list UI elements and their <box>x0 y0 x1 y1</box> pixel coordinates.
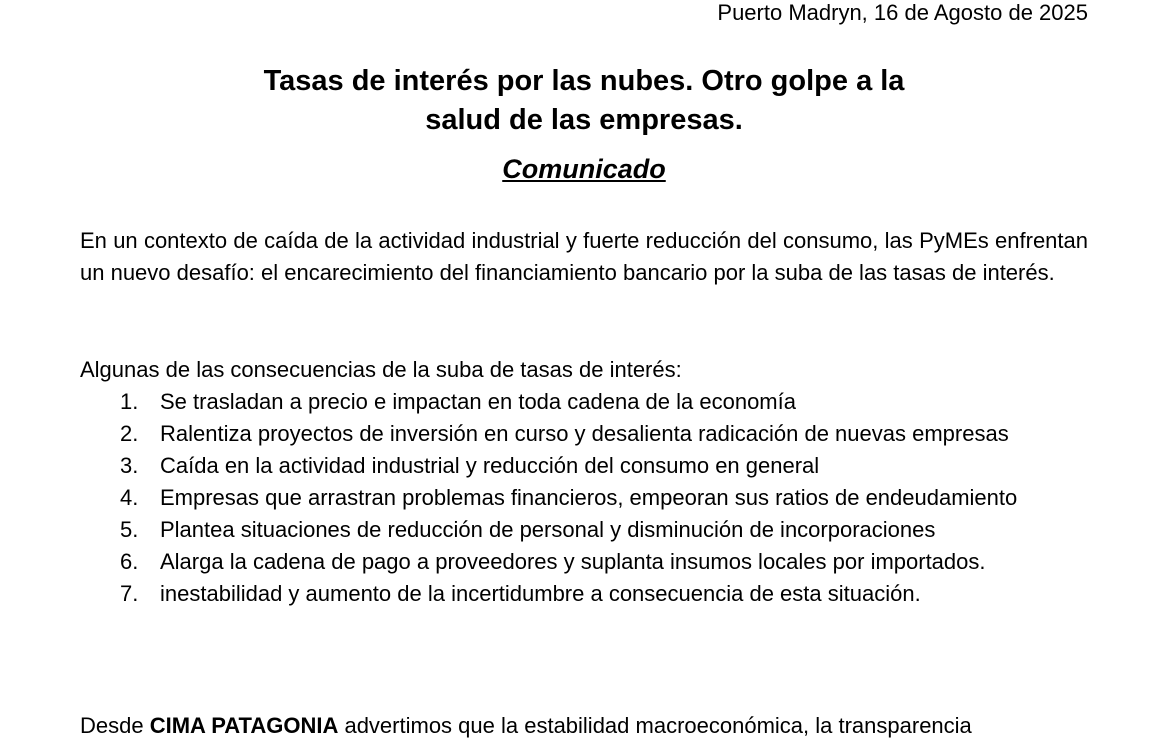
list-item <box>80 450 1088 482</box>
list-item <box>80 514 1088 546</box>
list-item-text: Plantea situaciones de reducción de personal y disminución de incorporaciones <box>160 517 936 542</box>
intro-paragraph: En un contexto de caída de la actividad industrial y fuerte reducción del consumo, las PyMEs enfrentan un nuevo desafío: el encarecimiento del financiamiento bancario por la suba de las tasas de interés. <box>80 228 1088 285</box>
list-item-number: 7. <box>120 581 139 606</box>
list-item-text: Se trasladan a precio e impactan en toda cadena de la economía <box>160 389 796 414</box>
consequences-list <box>80 386 1088 610</box>
document-title <box>80 62 1088 140</box>
closing-text: advertimos que la estabilidad macroeconómica, la transparencia <box>338 713 972 738</box>
list-item <box>80 386 1088 418</box>
list-item-number: 2. <box>120 421 139 446</box>
list-item-number: 4. <box>120 485 139 510</box>
list-item-number: 5. <box>120 517 139 542</box>
list-item <box>80 578 1088 610</box>
title-line-2: salud de las empresas. <box>425 104 743 136</box>
title-line-1: Tasas de interés por las nubes. Otro golpe a la <box>263 65 905 97</box>
list-item-text: inestabilidad y aumento de la incertidumbre a consecuencia de esta situación. <box>160 581 921 606</box>
list-item-number: 3. <box>120 453 139 478</box>
list-item-text: Empresas que arrastran problemas financieros, empeoran sus ratios de endeudamiento <box>160 485 1018 510</box>
document-subtitle: Comunicado <box>502 154 666 184</box>
organization-name: CIMA PATAGONIA <box>149 713 339 738</box>
list-intro: Algunas de las consecuencias de la suba de tasas de interés: <box>80 357 682 382</box>
list-item-text: Ralentiza proyectos de inversión en curso y desalienta radicación de nuevas empresas <box>160 421 1009 446</box>
closing-paragraph <box>80 710 1088 742</box>
list-item-text: Caída en la actividad industrial y reducción del consumo en general <box>160 453 820 478</box>
list-item <box>80 482 1088 514</box>
closing-prefix: Desde <box>80 713 150 738</box>
date-line: Puerto Madryn, 16 de Agosto de 2025 <box>717 0 1088 25</box>
list-item-number: 6. <box>120 549 139 574</box>
list-item-number: 1. <box>120 389 139 414</box>
list-item <box>80 418 1088 450</box>
list-item <box>80 546 1088 578</box>
list-item-text: Alarga la cadena de pago a proveedores y suplanta insumos locales por importados. <box>160 549 986 574</box>
